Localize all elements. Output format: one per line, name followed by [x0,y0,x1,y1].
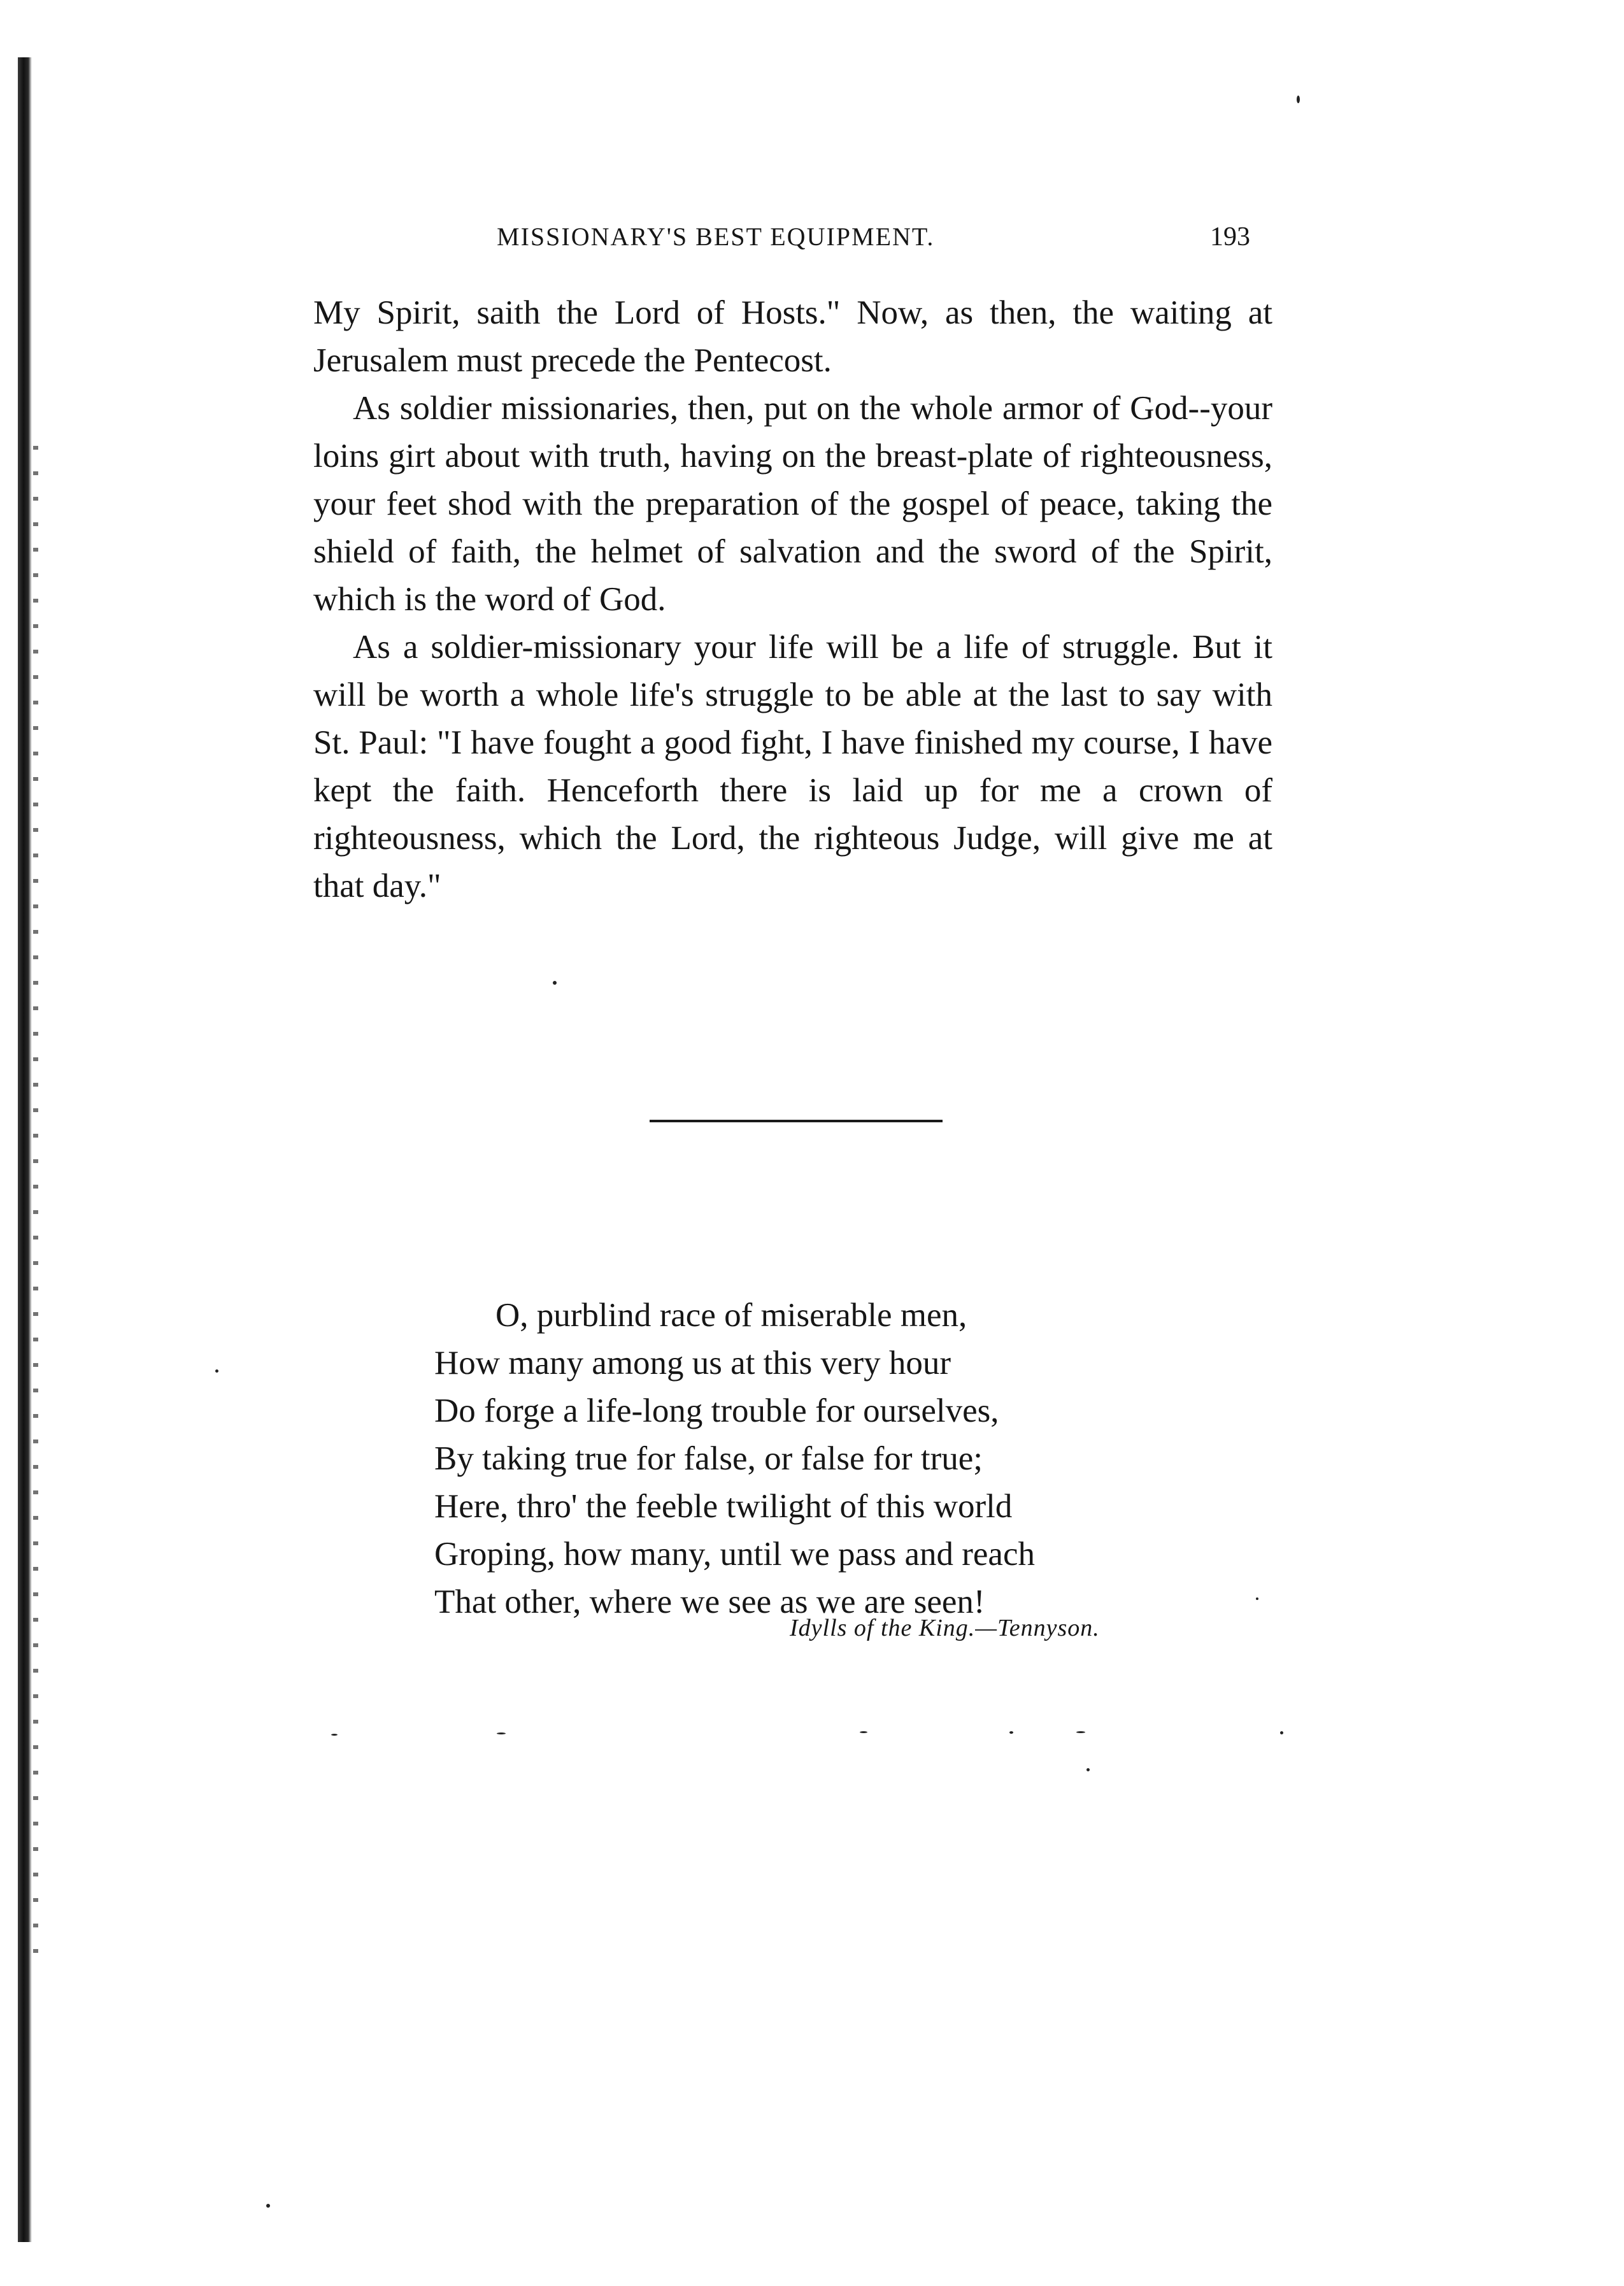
book-spine-shadow [18,57,32,2242]
paragraph: My Spirit, saith the Lord of Hosts." Now, as then, the waiting at Jerusalem must precede the Pentecost. [313,294,1272,379]
body-text [313,289,1272,910]
poem-line: O, purblind race of miserable men, [495,1297,967,1334]
scan-speck [1076,1731,1085,1733]
poem-line: Groping, how many, until we pass and reach [434,1536,1035,1573]
scan-speck [331,1734,338,1736]
poem-line: How many among us at this very hour [434,1345,951,1382]
poem-line: That other, where we see as we are seen! [434,1583,985,1620]
poem-line: Do forge a life-long trouble for ourselves, [434,1392,999,1429]
scan-speck [266,2204,270,2208]
scan-speck [1280,1731,1283,1734]
paragraph: As soldier missionaries, then, put on the whole armor of God--your loins girt about with truth, having on the breast-plate of righteousness, your feet shod with the preparation of the gospel of peace, taking the shield of faith, the helmet of salvation and the sword of the Spirit, which is the word of God. [313,390,1272,618]
scan-speck [553,981,557,985]
poem-line: Here, thro' the feeble twilight of this world [434,1488,1013,1525]
section-divider [650,1120,943,1122]
poem-attribution: Idylls of the King.—Tennyson. [790,1615,1100,1641]
page-number: 193 [1210,222,1250,252]
page-edge-marks [33,446,38,1975]
paragraph: As a soldier-missionary your life will be a life of struggle. But it will be worth a whole life's struggle to be able at the last to say with St. Paul: "I have fought a good fight, I have finished my course, I have kept the faith. Henceforth there is laid up for me a crown of righteousness, which the Lord, the righteous Judge, will give me at that day." [313,629,1272,904]
scan-speck [1297,96,1300,103]
scan-speck [1009,1731,1013,1734]
poem-quotation [434,1292,1288,1626]
scan-speck [215,1369,218,1373]
scan-speck [497,1732,506,1734]
poem-line: By taking true for false, or false for true; [434,1440,983,1477]
scan-speck [1086,1768,1090,1771]
scan-speck [860,1731,867,1733]
running-head: MISSIONARY'S BEST EQUIPMENT. [497,222,935,251]
